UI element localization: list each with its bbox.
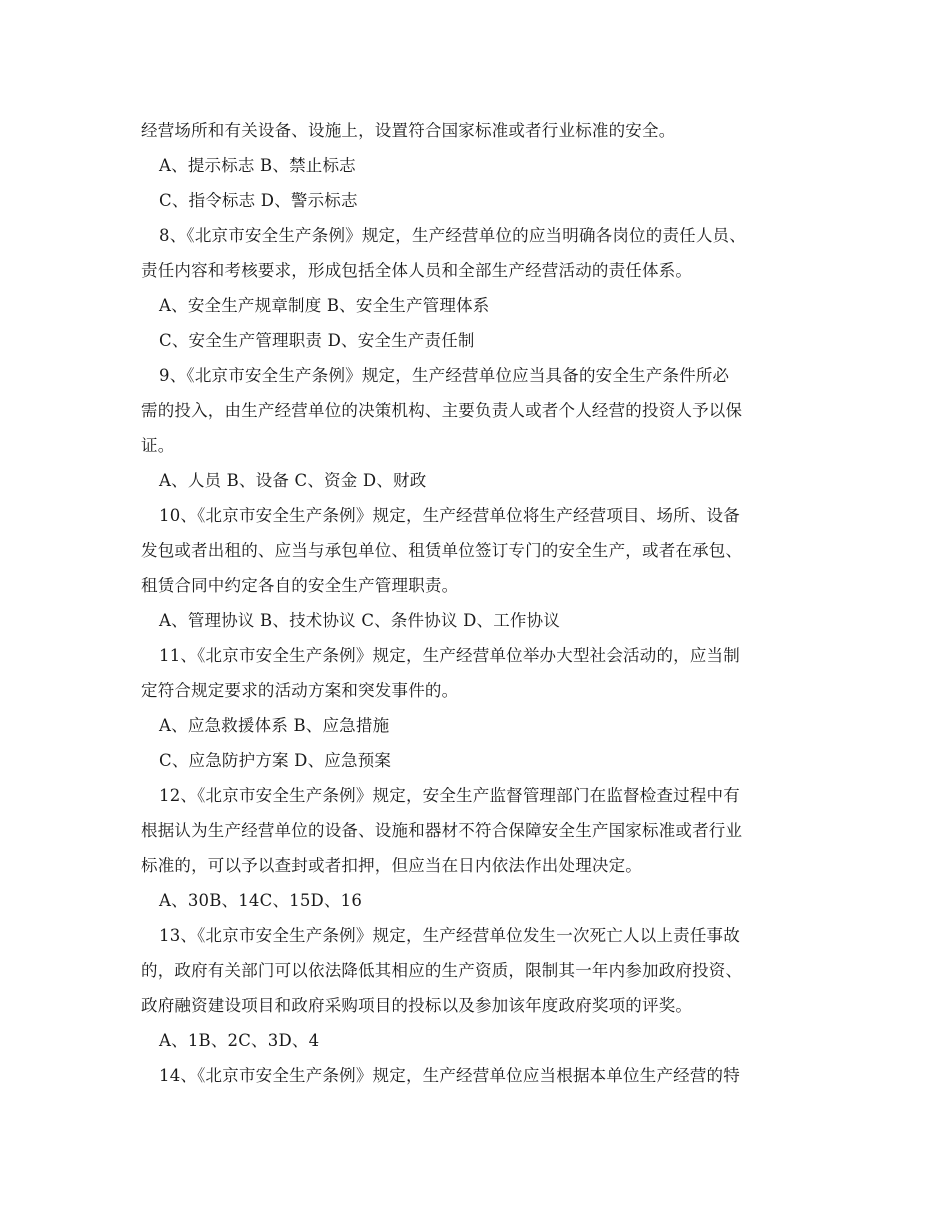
text-line: 10、《北京市安全生产条例》规定，生产经营单位将生产经营项目、场所、设备 (159, 506, 740, 525)
text-line: 证。 (141, 436, 175, 455)
text-line: 13、《北京市安全生产条例》规定，生产经营单位发生一次死亡人以上责任事故 (159, 926, 740, 945)
text-line: 需的投入，由生产经营单位的决策机构、主要负责人或者个人经营的投资人予以保 (141, 401, 743, 420)
text-line: A、30B、14C、15D、16 (159, 891, 363, 910)
text-line: C、指令标志 D、警示标志 (159, 191, 358, 210)
text-line: A、提示标志 B、禁止标志 (159, 156, 356, 175)
text-line: 14、《北京市安全生产条例》规定，生产经营单位应当根据本单位生产经营的特 (159, 1066, 740, 1085)
text-line: 定符合规定要求的活动方案和突发事件的。 (141, 681, 459, 700)
text-line: A、1B、2C、3D、4 (159, 1031, 320, 1050)
text-line: A、应急救援体系 B、应急措施 (159, 716, 390, 735)
text-line: 经营场所和有关设备、设施上，设置符合国家标准或者行业标准的安全。 (141, 121, 676, 140)
text-line: 11、《北京市安全生产条例》规定，生产经营单位举办大型社会活动的，应当制 (159, 646, 740, 665)
text-line: 根据认为生产经营单位的设备、设施和器材不符合保障安全生产国家标准或者行业 (141, 821, 743, 840)
text-line: 标准的，可以予以查封或者扣押，但应当在日内依法作出处理决定。 (141, 856, 642, 875)
text-line: 租赁合同中约定各自的安全生产管理职责。 (141, 576, 459, 595)
text-line: C、应急防护方案 D、应急预案 (159, 751, 392, 770)
text-line: C、安全生产管理职责 D、安全生产责任制 (159, 331, 475, 350)
text-line: A、管理协议 B、技术协议 C、条件协议 D、工作协议 (159, 611, 561, 630)
text-line: A、安全生产规章制度 B、安全生产管理体系 (159, 296, 490, 315)
text-line: 9、《北京市安全生产条例》规定，生产经营单位应当具备的安全生产条件所必 (159, 366, 730, 385)
text-line: 8、《北京市安全生产条例》规定，生产经营单位的应当明确各岗位的责任人员、 (159, 226, 746, 245)
text-line: 政府融资建设项目和政府采购项目的投标以及参加该年度政府奖项的评奖。 (141, 996, 693, 1015)
text-line: 的，政府有关部门可以依法降低其相应的生产资质，限制其一年内参加政府投资、 (141, 961, 743, 980)
text-line: 责任内容和考核要求，形成包括全体人员和全部生产经营活动的责任体系。 (141, 261, 693, 280)
text-line: A、人员 B、设备 C、资金 D、财政 (159, 471, 427, 490)
text-line: 发包或者出租的、应当与承包单位、租赁单位签订专门的安全生产，或者在承包、 (141, 541, 743, 560)
text-line: 12、《北京市安全生产条例》规定，安全生产监督管理部门在监督检查过程中有 (159, 786, 740, 805)
